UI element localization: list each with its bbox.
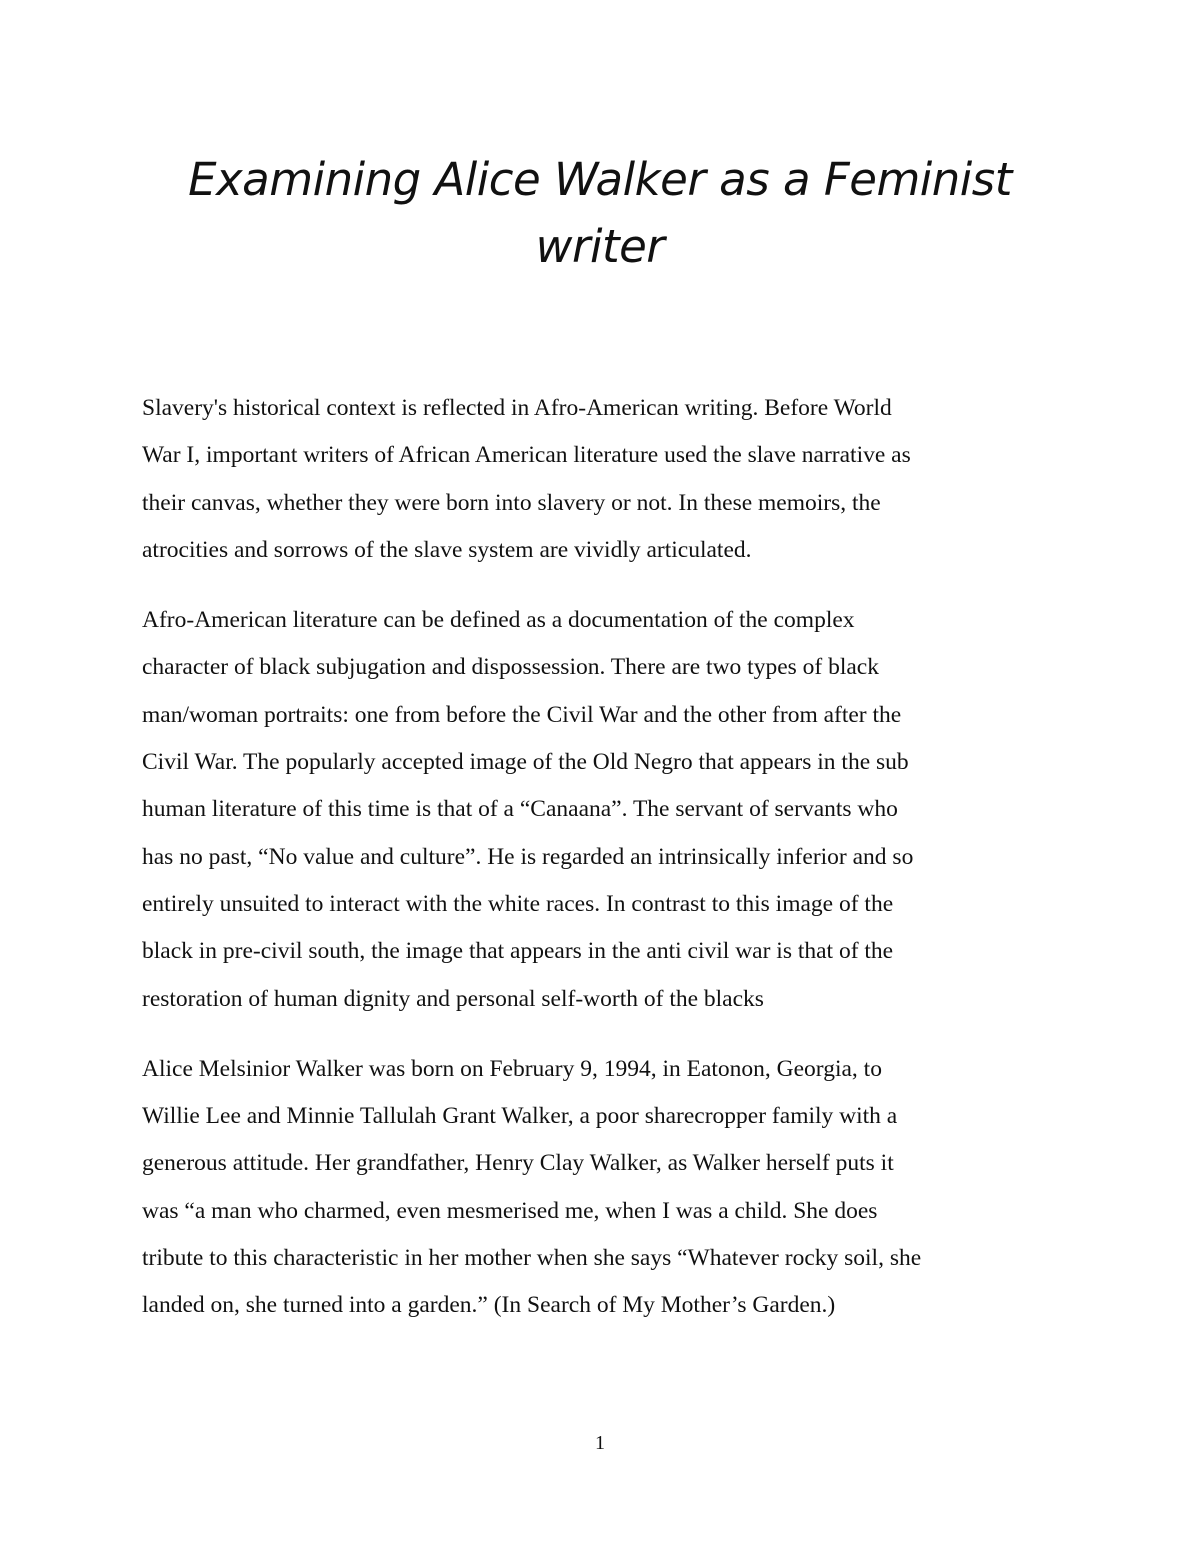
document-title: Examining Alice Walker as a Feminist writer [188, 153, 1012, 273]
text-line: generous attitude. Her grandfather, Henry Clay Walker, as Walker herself puts it [142, 1150, 894, 1177]
text-line: has no past, “No value and culture”. He is regarded an intrinsically inferior and so [142, 843, 914, 870]
text-line: Alice Melsinior Walker was born on February 9, 1994, in Eatonon, Georgia, to [142, 1055, 882, 1082]
text-line: was “a man who charmed, even mesmerised me, when I was a child. She does [142, 1197, 878, 1224]
text-line: War I, important writers of African American literature used the slave narrative as [142, 442, 911, 469]
text-line: Afro-American literature can be defined as a documentation of the complex [142, 607, 855, 634]
paragraph-2 [142, 597, 1067, 1023]
text-line: Willie Lee and Minnie Tallulah Grant Walker, a poor sharecropper family with a [142, 1103, 898, 1130]
text-line: black in pre-civil south, the image that appears in the anti civil war is that of the [142, 938, 894, 965]
text-line: tribute to this characteristic in her mother when she says “Whatever rocky soil, she [142, 1245, 922, 1272]
text-line: atrocities and sorrows of the slave system are vividly articulated. [142, 536, 752, 563]
text-line: landed on, she turned into a garden.” (In Search of My Mother’s Garden.) [142, 1292, 836, 1319]
text-line: restoration of human dignity and personal self-worth of the blacks [142, 985, 764, 1012]
text-line: their canvas, whether they were born into slavery or not. In these memoirs, the [142, 489, 881, 516]
text-line: man/woman portraits: one from before the Civil War and the other from after the [142, 701, 902, 728]
text-line: Civil War. The popularly accepted image of the Old Negro that appears in the sub [142, 749, 909, 776]
text-line: character of black subjugation and dispossession. There are two types of black [142, 654, 879, 681]
text-line: human literature of this time is that of a “Canaana”. The servant of servants who [142, 796, 898, 823]
document-body [142, 385, 1067, 1353]
page-number: 1 [595, 1432, 605, 1454]
paragraph-1 [142, 385, 1067, 574]
text-line: entirely unsuited to interact with the white races. In contrast to this image of the [142, 890, 894, 917]
paragraph-3 [142, 1046, 1067, 1330]
text-line: Slavery's historical context is reflected in Afro-American writing. Before World [142, 395, 892, 421]
